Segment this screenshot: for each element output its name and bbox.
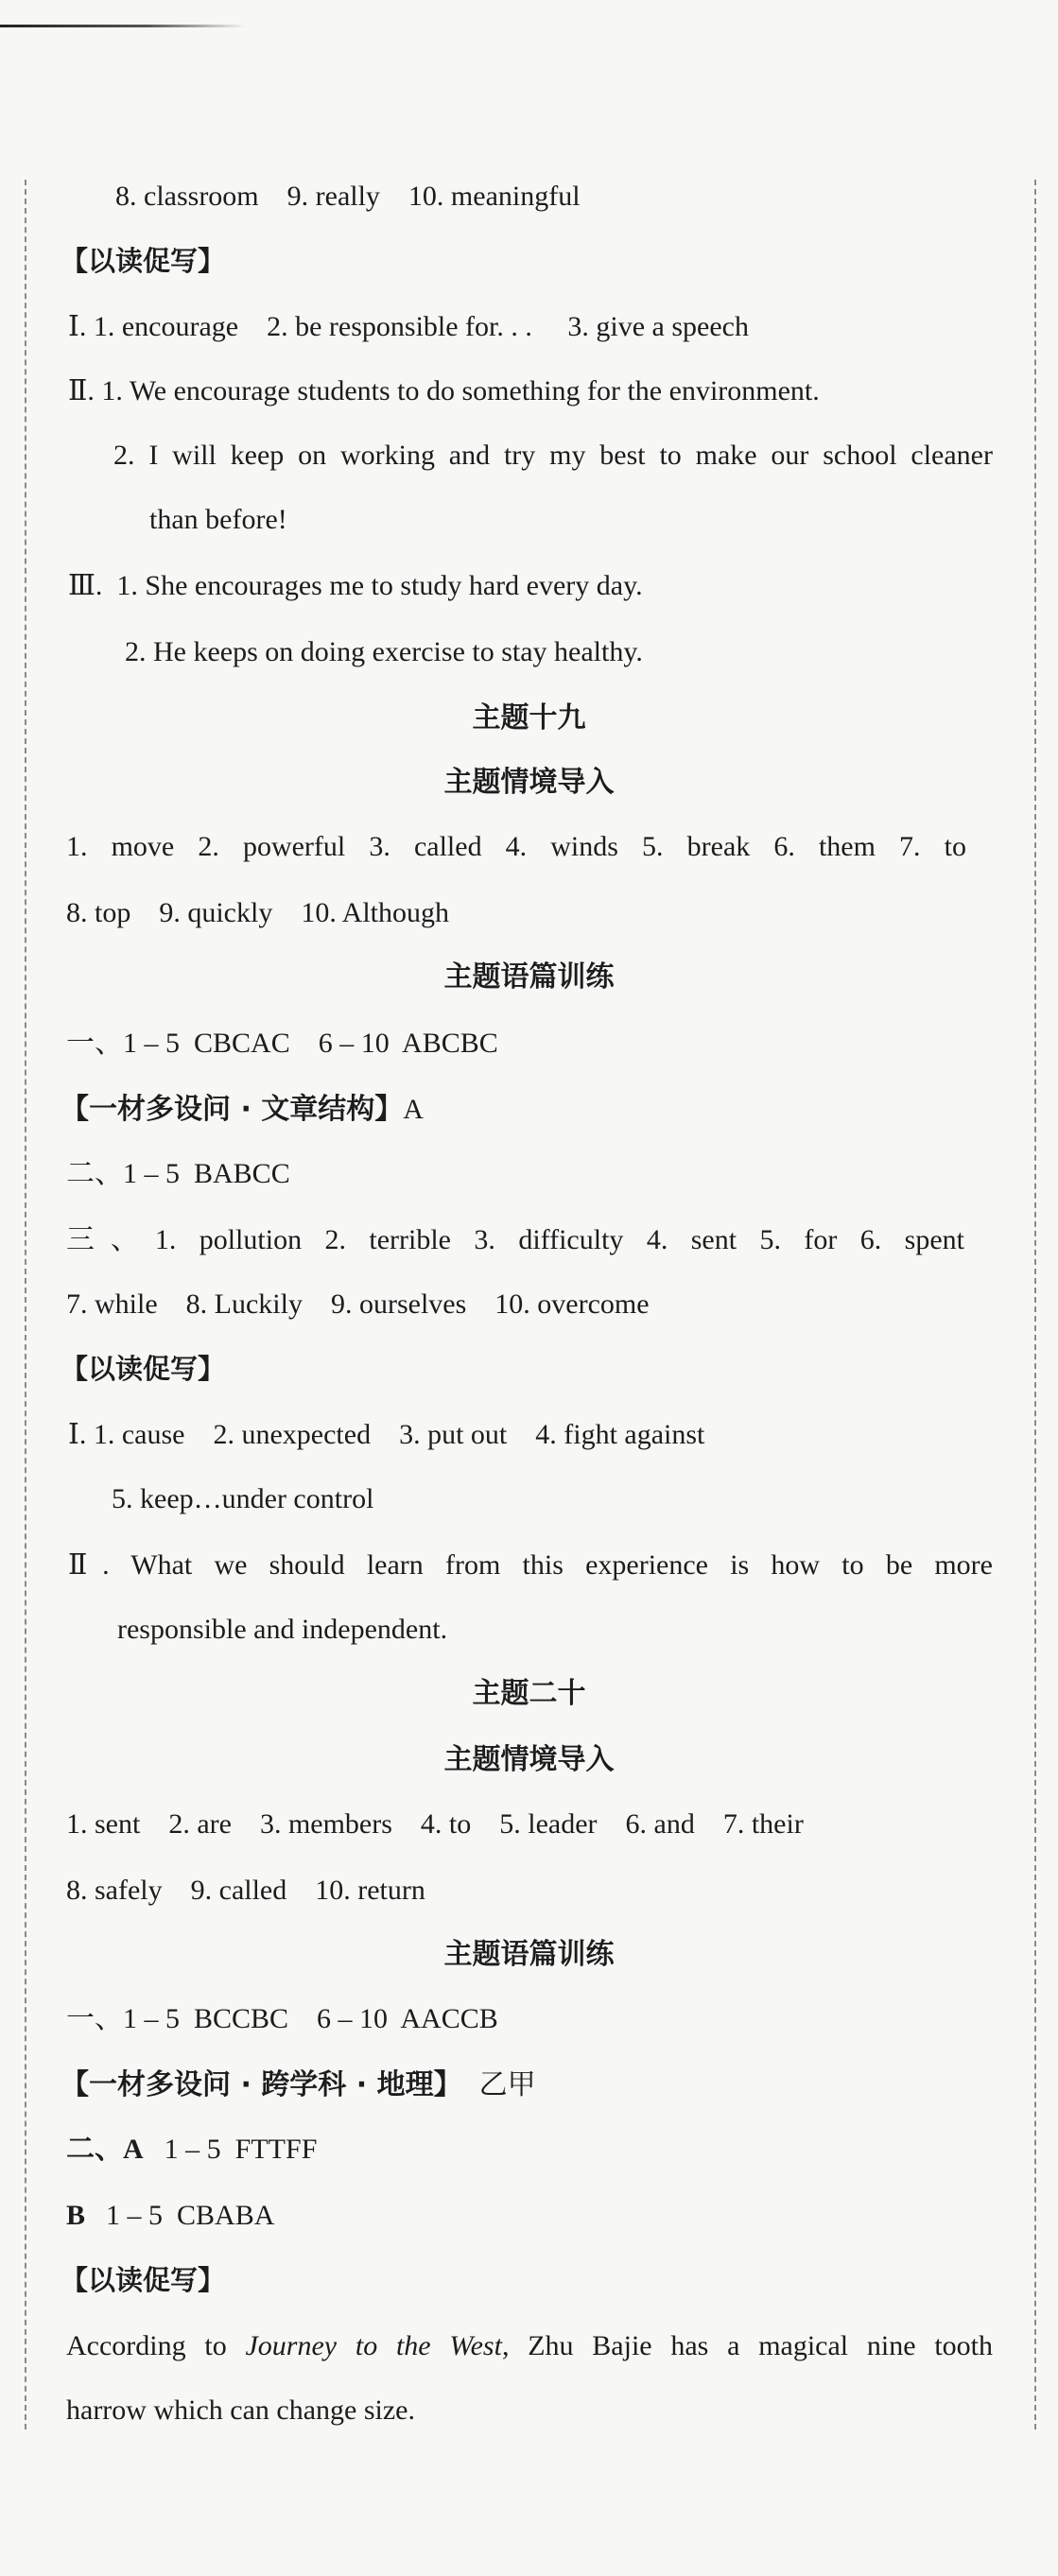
- topic-20-intro-line-1: 1. sent 2. are 3. members 4. to 5. leader 6. and 7. their: [66, 1808, 804, 1840]
- rw-line-1-start: According to: [66, 2330, 246, 2361]
- topic-20-section-2a: [66, 2131, 317, 2169]
- topic-20-section-1: 一、1 – 5 BCCBC 6 – 10 AACCB: [66, 2003, 498, 2034]
- left-dashed-border: [25, 180, 26, 2429]
- topic-19-rw-part-1: Ⅰ. 1. cause 2. unexpected 3. put out 4. fight against: [68, 1419, 705, 1450]
- topic-19-section-3-line-2: 7. while 8. Luckily 9. ourselves 10. overcome: [66, 1288, 650, 1320]
- topic-19-section-2: 二、1 – 5 BABCC: [66, 1158, 290, 1189]
- topic-19-rw-part-1-cont: 5. keep…under control: [112, 1483, 374, 1514]
- answer-line-part-2-1: Ⅱ. 1. We encourage students to do something for the environment.: [68, 375, 820, 406]
- section-2b-label: B: [66, 2200, 86, 2231]
- topic-20-rw-line-1: [66, 2327, 993, 2365]
- topic-19-section-1: 一、1 – 5 CBCAC 6 – 10 ABCBC: [66, 1028, 498, 1059]
- structure-question-label: 【一材多设问 · 文章结构】: [61, 1093, 404, 1126]
- topic-19-rw-part-2: Ⅱ. What we should learn from this experience is how to be more: [68, 1549, 993, 1581]
- section-2a-answers: 1 – 5 FTTFF: [164, 2134, 318, 2165]
- answer-line-part-1: Ⅰ. 1. encourage 2. be responsible for. . . 3. give a speech: [68, 311, 749, 342]
- structure-question-answer: A: [403, 1094, 424, 1125]
- answer-line-vocab-continued: 8. classroom 9. really 10. meaningful: [115, 181, 581, 212]
- section-label-reading-writing: 【以读促写】: [61, 245, 226, 277]
- cross-subject-answer: 乙甲: [478, 2068, 536, 2101]
- cross-subject-label: 【一材多设问 · 跨学科 · 地理】: [61, 2068, 462, 2101]
- right-dashed-border: [1034, 180, 1036, 2429]
- rw-line-1-end: , Zhu Bajie has a magical nine tooth: [501, 2330, 993, 2361]
- topic-20-rw-line-2: harrow which can change size.: [66, 2394, 415, 2426]
- topic-20-text-training-heading: 主题语篇训练: [443, 1938, 615, 1971]
- topic-19-intro-line-2: 8. top 9. quickly 10. Although: [66, 897, 449, 928]
- topic-20-section-2b: [66, 2197, 274, 2235]
- section-2b-answers: 1 – 5 CBABA: [106, 2200, 275, 2231]
- topic-19-structure-question: [61, 1091, 424, 1129]
- topic-19-reading-writing-label: 【以读促写】: [61, 1353, 226, 1385]
- topic-20-cross-subject-question: [61, 2066, 536, 2104]
- book-title: Journey to the West: [245, 2330, 502, 2361]
- answer-line-part-3-2: 2. He keeps on doing exercise to stay healthy.: [125, 636, 643, 667]
- answer-line-part-3-1: Ⅲ. 1. She encourages me to study hard every day.: [68, 570, 643, 601]
- topic-19-title: 主题十九: [472, 701, 586, 735]
- answer-line-part-2-2-cont: than before!: [149, 504, 287, 535]
- topic-19-rw-part-2-cont: responsible and independent.: [117, 1614, 448, 1645]
- section-2a-label: 二、A: [66, 2134, 144, 2165]
- topic-19-intro-heading: 主题情境导入: [443, 766, 615, 799]
- topic-19-section-3-line-1: 三、1. pollution 2. terrible 3. difficulty 4. sent 5. for 6. spent: [66, 1224, 964, 1255]
- topic-19-text-training-heading: 主题语篇训练: [443, 960, 615, 994]
- topic-20-reading-writing-label: 【以读促写】: [61, 2264, 226, 2296]
- topic-19-intro-line-1: 1. move 2. powerful 3. called 4. winds 5. break 6. them 7. to: [66, 831, 966, 862]
- topic-20-title: 主题二十: [472, 1677, 586, 1710]
- top-rule: [0, 25, 246, 27]
- topic-20-intro-line-2: 8. safely 9. called 10. return: [66, 1875, 425, 1906]
- answer-line-part-2-2: 2. I will keep on working and try my best to make our school cleaner: [113, 440, 993, 471]
- topic-20-intro-heading: 主题情境导入: [443, 1743, 615, 1776]
